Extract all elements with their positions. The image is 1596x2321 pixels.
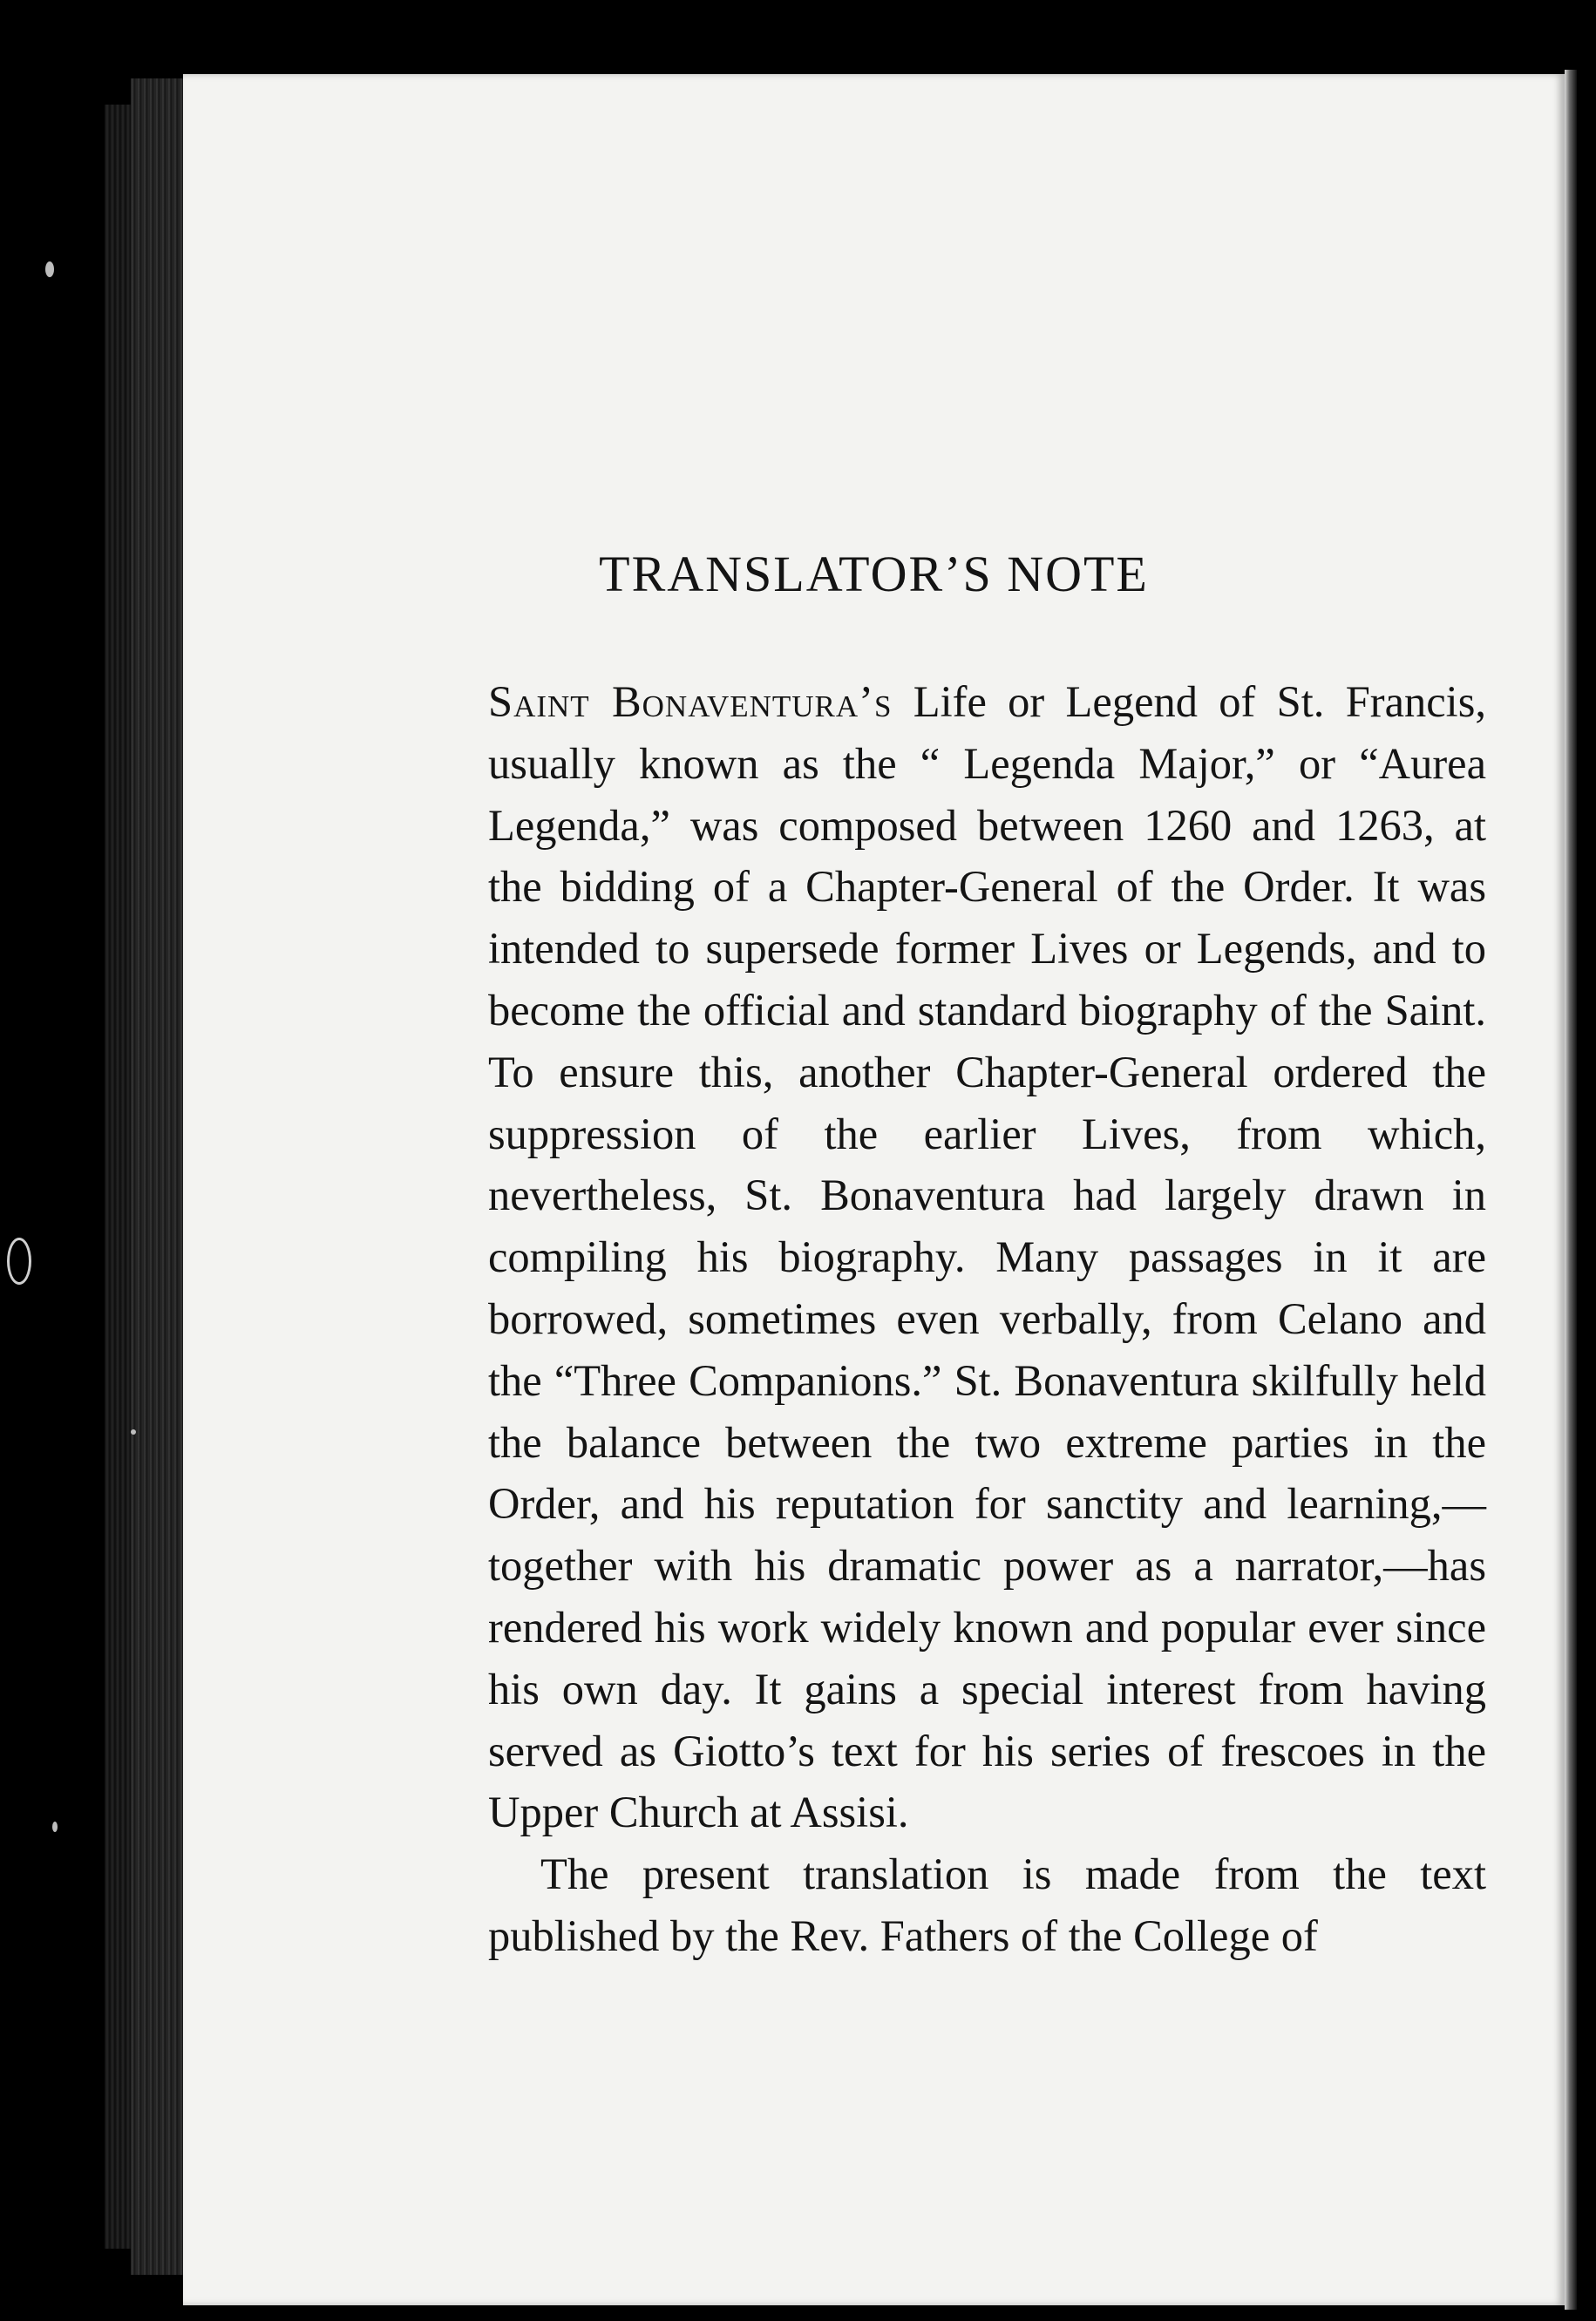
page-edge-shadow (1565, 70, 1577, 2310)
scan-speck (7, 1238, 31, 1285)
paragraph-1 (488, 671, 1486, 1843)
scan-speck (131, 1429, 136, 1435)
paragraph-1-text: Life or Legend of St. Francis, usually known as the “ Legenda Major,” or “Aurea Legenda,” was composed between 1260 and 1263, at the bidding of a Chapter-General of the Order. It was intended to supersede former Lives or Legends, and to become the official and standard biography of the Saint. To ensure this, another Chapter-General ordered the suppression of the earlier Lives, from which, nevertheless, St. Bonaventura had largely drawn in compiling his biography. Many passages in it are borrowed, sometimes even verbally, from Celano and the “Three Companions.” St. Bonaventura skilfully held the balance between the two extreme parties in the Order, and his reputation for sanctity and learning,—together with his dramatic power as a narrator,—has rendered his work widely known and popular ever since his own day. It gains a special interest from having served as Giotto’s text for his series of frescoes in the Upper Church at Assisi. (488, 677, 1486, 1837)
book-page (183, 74, 1565, 2305)
paragraph-lead-in: Saint Bonaventura’s (488, 677, 893, 726)
page-title: TRANSLATOR’S NOTE (599, 546, 1149, 602)
scan-speck (45, 261, 54, 277)
scan-speck (52, 1822, 58, 1832)
book-binding (131, 78, 183, 2275)
paragraph-2: The present translation is made from the text published by the Rev. Fathers of the College of (488, 1849, 1486, 1960)
book-spine-shadow (105, 105, 131, 2249)
page-body (488, 671, 1486, 1967)
